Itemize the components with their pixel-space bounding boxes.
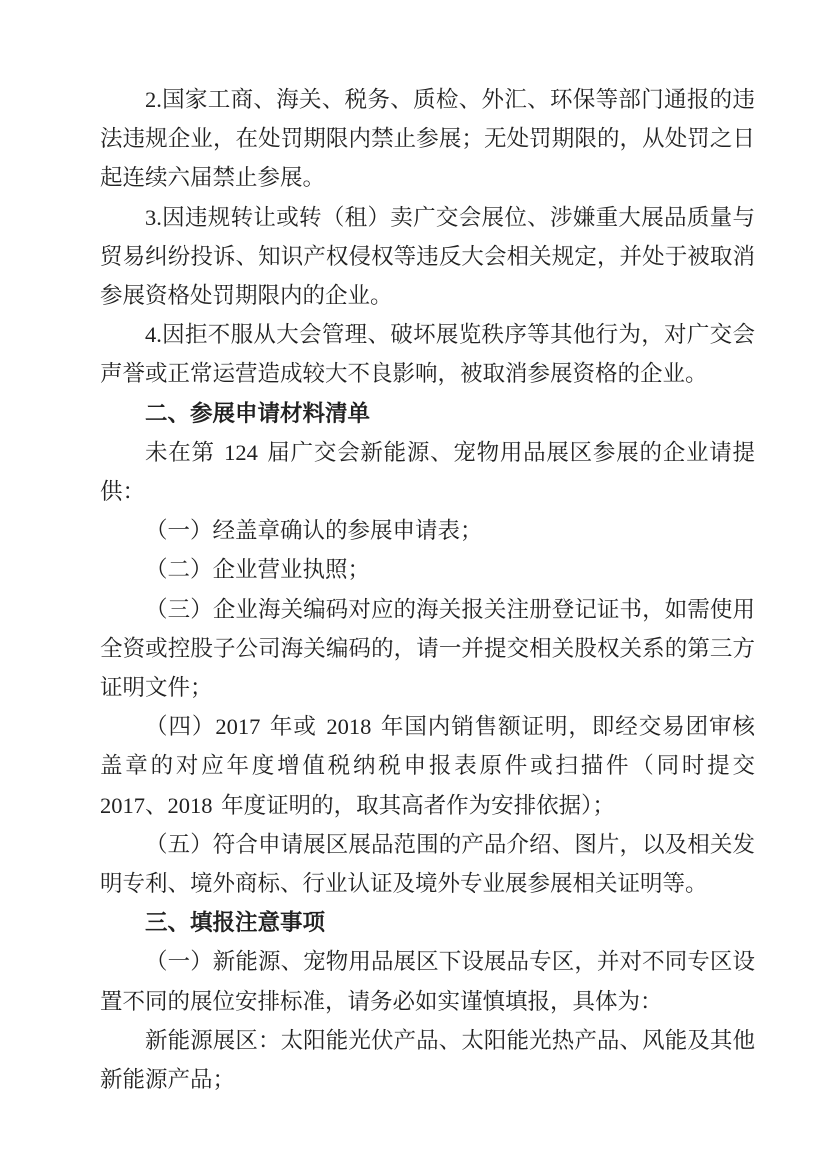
paragraph: 未在第 124 届广交会新能源、宠物用品展区参展的企业请提供： [100, 439, 755, 505]
section-heading: 三、填报注意事项 [145, 910, 326, 936]
paragraph: （一）经盖章确认的参展申请表； [145, 518, 483, 544]
paragraph: （三）企业海关编码对应的海关报关注册登记证书，如需使用全资或控股子公司海关编码的，请一并提交相关股权关系的第三方证明文件； [100, 596, 755, 701]
paragraph: 3.因违规转让或转（租）卖广交会展位、涉嫌重大展品质量与贸易纠纷投诉、知识产权侵权等违反大会相关规定，并处于被取消参展资格处罚期限内的企业。 [100, 204, 755, 309]
paragraph: （二）企业营业执照； [145, 557, 371, 583]
paragraph: （四）2017 年或 2018 年国内销售额证明，即经交易团审核盖章的对应年度增值税纳税申报表原件或扫描件（同时提交 2017、2018 年度证明的，取其高者作为安排依据）； [100, 714, 755, 818]
paragraph: （一）新能源、宠物用品展区下设展品专区，并对不同专区设置不同的展位安排标准，请务必如实谨慎填报，具体为： [100, 949, 755, 1014]
section-heading: 二、参展申请材料清单 [145, 400, 371, 426]
document-body [100, 80, 755, 1099]
paragraph: 新能源展区：太阳能光伏产品、太阳能光热产品、风能及其他新能源产品； [100, 1027, 755, 1093]
paragraph: （五）符合申请展区展品范围的产品介绍、图片，以及相关发明专利、境外商标、行业认证及境外专业展参展相关证明等。 [100, 831, 755, 897]
paragraph: 4.因拒不服从大会管理、破坏展览秩序等其他行为，对广交会声誉或正常运营造成较大不良影响，被取消参展资格的企业。 [100, 322, 755, 387]
paragraph: 2.国家工商、海关、税务、质检、外汇、环保等部门通报的违法违规企业，在处罚期限内禁止参展；无处罚期限的，从处罚之日起连续六届禁止参展。 [100, 87, 755, 191]
